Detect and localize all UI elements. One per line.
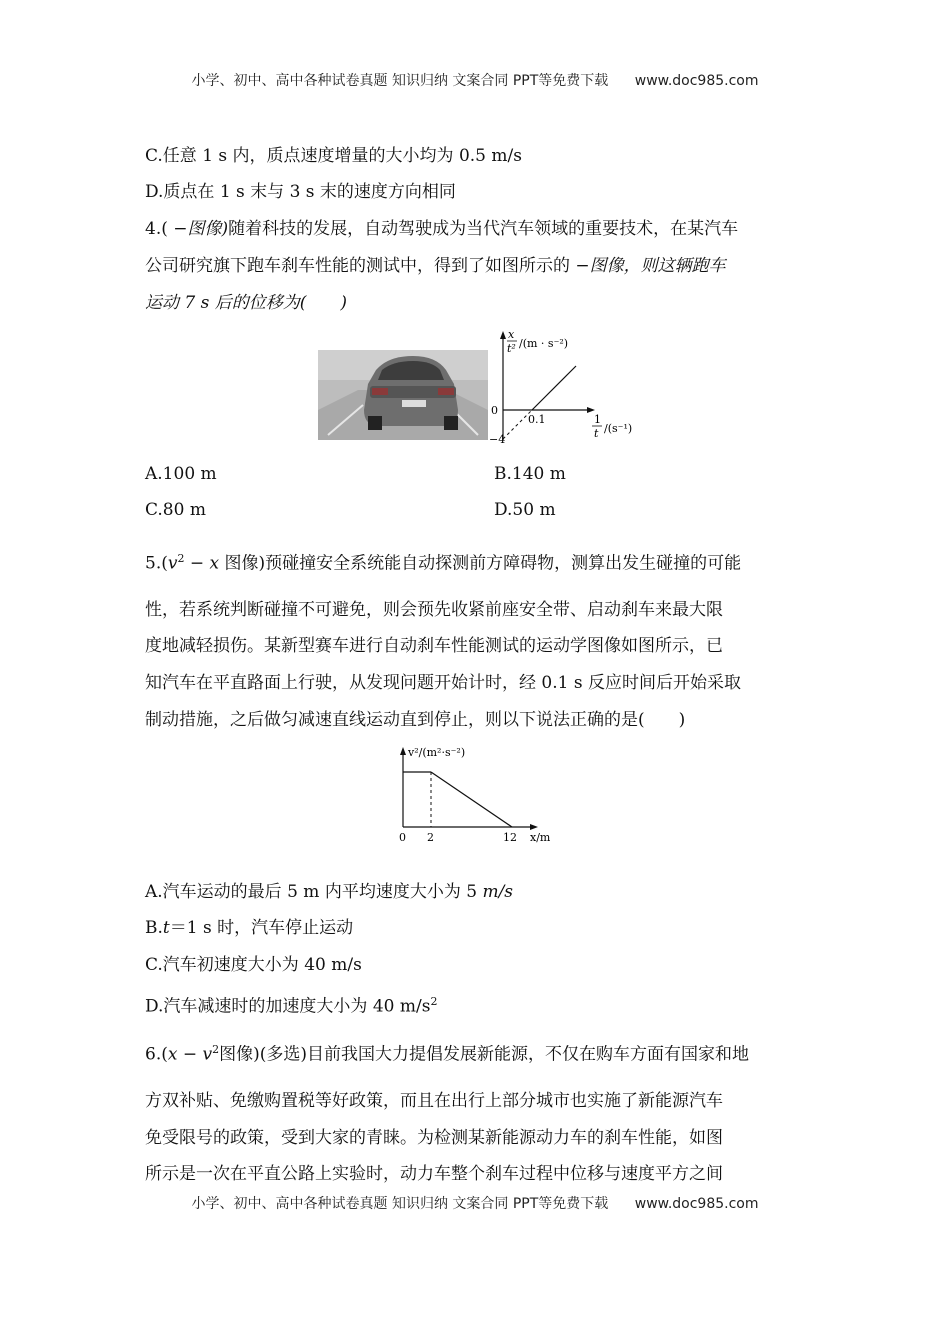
footer-site-link[interactable]: www.doc985.com: [634, 1196, 759, 1212]
q4-y-arrow: [500, 331, 506, 339]
q5-sup: 2: [177, 552, 185, 565]
q5-option-b: [145, 917, 810, 939]
q6-sup: 2: [212, 1043, 220, 1056]
q3-option-c: C.任意 1 s 内，质点速度增量的大小均为 0.5 m/s: [145, 146, 522, 166]
q6-stem-line-3: 免受限号的政策，受到大家的青睐。为检测某新能源动力车的刹车性能，如图: [145, 1128, 723, 1148]
q5-tick-12: 12: [503, 831, 517, 844]
q5-stem-line-4: 知汽车在平直路面上行驶，从发现问题开始计时，经 0.1 s 反应时间后开始采取: [145, 673, 741, 693]
q4-number: 4.(: [145, 219, 168, 239]
q6-stem-line-2: 方双补贴、免缴购置税等好政策，而且在出行上部分城市也实施了新能源汽车: [145, 1091, 723, 1111]
q5-y-arrow: [400, 747, 406, 755]
q5-option-a-text: A.汽车运动的最后 5 m 内平均速度大小为 5: [145, 882, 483, 902]
q5-option-c: C.汽车初速度大小为 40 m/s: [145, 955, 362, 975]
q4-graph: [490, 326, 640, 448]
q6-minus: −: [177, 1044, 203, 1065]
q4-x-tick: 0.1: [528, 413, 546, 426]
q5-x-arrow: [530, 824, 538, 830]
q6-var-x: x: [167, 1044, 178, 1065]
header-text: 小学、初中、高中各种试卷真题 知识归纳 文案合同 PPT等免费下载: [191, 73, 609, 89]
q5-tick-0: 0: [399, 831, 406, 844]
q5-option-d: [145, 991, 810, 1018]
q5-x-label: x/m: [530, 831, 551, 844]
q4-text: 随着科技的发展，自动驾驶成为当代汽车领域的重要技术，在某汽车: [228, 219, 739, 239]
q6-var-v: v: [202, 1044, 213, 1065]
q5-option-b-var: t: [162, 918, 170, 938]
q4-option-a: A.100 m: [145, 464, 217, 484]
footer-text: 小学、初中、高中各种试卷真题 知识归纳 文案合同 PPT等免费下载: [191, 1196, 609, 1212]
q5-data-slope: [431, 772, 512, 827]
page-header: [0, 70, 950, 90]
q4-option-b: B.140 m: [494, 464, 566, 484]
car-photo: [318, 350, 488, 440]
q5-number: 5.(: [145, 553, 168, 574]
q5-var-x: x: [209, 553, 220, 574]
q5-minus: −: [184, 553, 210, 574]
q4-text-italic: −图像，则这辆跑车: [570, 256, 726, 276]
page-footer: [0, 1193, 950, 1213]
q4-option-c: C.80 m: [145, 500, 206, 520]
q4-y-label-den: t²: [507, 342, 516, 355]
q4-tag: −图像): [167, 219, 229, 239]
q4-x-label-den: t: [594, 427, 599, 440]
q4-y-label-num: x: [508, 328, 515, 341]
q4-option-d: D.50 m: [494, 500, 556, 520]
q6-tag: 图像)(多选): [219, 1044, 308, 1065]
q6-stem-line-4: 所示是一次在平直公路上实验时，动力车整个刹车过程中位移与速度平方之间: [145, 1164, 723, 1184]
q5-var-v: v: [167, 553, 178, 574]
q5-graph: [392, 744, 562, 846]
q4-text: 公司研究旗下跑车刹车性能的测试中，得到了如图所示的: [145, 256, 570, 276]
q4-x-label-num: 1: [594, 413, 601, 426]
q5-option-d-sup: 2: [430, 995, 438, 1008]
q5-y-label: v²/(m²·s⁻²): [408, 746, 466, 759]
q4-y-unit: /(m · s⁻²): [519, 337, 569, 350]
q5-tick-2: 2: [427, 831, 434, 844]
q6-stem-line-1: [145, 1039, 810, 1066]
header-site-link[interactable]: www.doc985.com: [634, 73, 759, 89]
q3-option-d: D.质点在 1 s 末与 3 s 末的速度方向相同: [145, 182, 456, 202]
q5-tag: 图像): [219, 553, 266, 574]
q4-stem-line-2: [145, 255, 810, 277]
q4-data-line: [532, 366, 576, 410]
q5-text: 预碰撞安全系统能自动探测前方障碍物，测算出发生碰撞的可能: [265, 553, 742, 574]
q4-y-intercept: −4: [490, 433, 506, 446]
q6-number: 6.(: [145, 1044, 168, 1065]
q4-stem-line-3: 运动 7 s 后的位移为( ): [145, 293, 348, 313]
q4-x-unit: /(s⁻¹): [604, 422, 633, 435]
q5-stem-line-2: 性，若系统判断碰撞不可避免，则会预先收紧前座安全带、启动刹车来最大限: [145, 600, 723, 620]
q4-origin: 0: [491, 404, 498, 417]
q5-option-b-label: B.: [145, 918, 163, 938]
q5-option-a: [145, 881, 810, 903]
q5-stem-line-3: 度地减轻损伤。某新型赛车进行自动刹车性能测试的运动学图像如图所示，已: [145, 636, 723, 656]
q4-stem-line-1: [145, 218, 810, 240]
q5-option-b-text: ＝1 s 时，汽车停止运动: [169, 918, 354, 938]
q6-text: 目前我国大力提倡发展新能源，不仅在购车方面有国家和地: [307, 1044, 750, 1065]
q5-stem-line-5: 制动措施，之后做匀减速直线运动直到停止，则以下说法正确的是( ): [145, 710, 686, 730]
q5-option-a-unit: m/s: [482, 882, 514, 902]
q5-option-d-text: D.汽车减速时的加速度大小为 40 m/s: [145, 996, 431, 1017]
q5-stem-line-1: [145, 548, 810, 575]
